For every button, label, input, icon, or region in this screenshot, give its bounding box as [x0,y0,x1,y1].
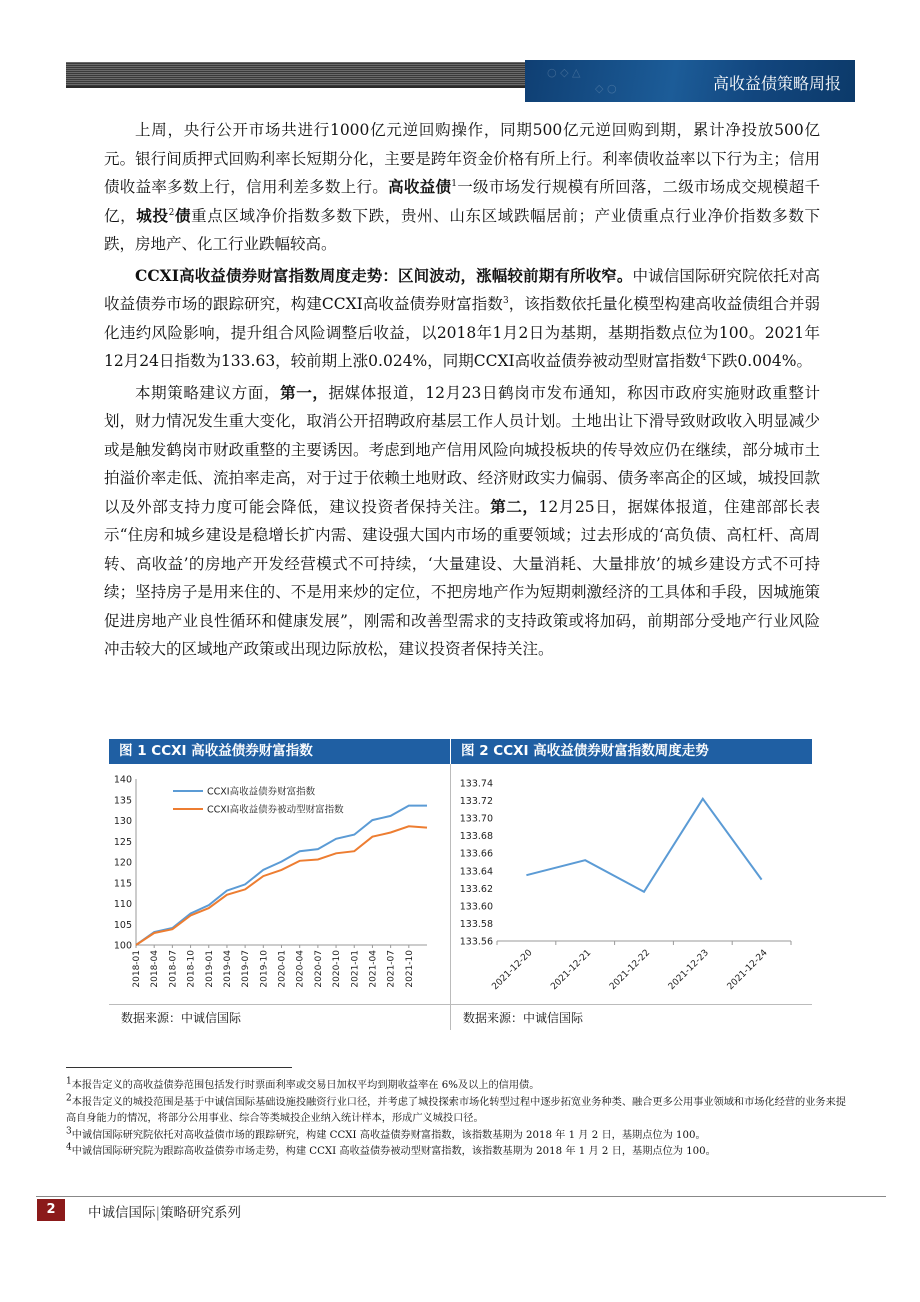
footnote [66,1078,856,1095]
paragraph-strategy [104,379,820,664]
footer-rule [36,1196,886,1197]
x-tick-label: 2019-10 [259,950,270,988]
y-tick-label: 135 [113,795,132,807]
x-tick-label: 2021-10 [404,950,415,988]
x-tick-label: 2021-01 [350,950,361,988]
y-tick-label: 125 [113,836,132,848]
x-tick-label: 2021-12-22 [608,948,653,993]
y-tick-label: 133.70 [459,813,493,825]
x-tick-label: 2018-01 [132,950,142,988]
footnote-mark: 2 [66,1093,72,1104]
legend-label: CCXI高收益债券被动型财富指数 [207,804,344,816]
x-tick-label: 2018-10 [186,950,197,988]
footer-label [88,1201,241,1221]
text-run: 重点区域净价指数多数下跌，贵州、山东区域跌幅居前；产业债重点行业净价指数多数下跌，房地产、化工行业跌幅较高。 [104,206,820,253]
x-tick-label: 2021-12-23 [666,948,711,993]
footnote-ref: 4 [700,352,707,363]
y-tick-label: 133.58 [459,918,493,930]
y-tick-label: 133.72 [459,796,493,808]
x-tick-label: 2020-07 [313,950,324,988]
header-stripe-bar [66,62,526,86]
footnote-text: 中诚信国际研究院为跟踪高收益债券市场走势，构建 CCXI 高收益债券被动型财富指数，该指数基期为 2018 年 1 月 2 日，基期点位为 100。 [71,1146,716,1157]
bold-text: 第二， [490,496,539,516]
footnote-rule [66,1067,292,1068]
paragraph-market [104,116,820,259]
text-run: 12月25日，据媒体报道，住建部部长表示“住房和城乡建设是稳增长扩内需、建设强大国内市场的重要领域；过去形成的‘高负债、高杠杆、高周转、高收益’的房地产开发经营模式不可持续，‘大量建设、大量消耗、大量排放’的城乡建设方式不可持续；坚持房子是用来住的、不是用来炒的定位，不把房地产作为短期刺激经济的工具体和手段，因城施策促进房地产业良性循环和健康发展”，刚需和改善型需求的支持政策或将加码，前期部分受地产行业风险冲击较大的区域地产政策或出现边际放松，建议投资者保持关注。 [104,497,820,658]
banner-deco: ○ ◇ △ [547,66,581,79]
paragraph-index [104,262,820,376]
footnote-mark: 1 [66,1076,72,1087]
y-tick-label: 133.66 [459,848,493,860]
footer-series: 策略研究系列 [160,1205,242,1221]
text-run: 据媒体报道，12月23日鹤岗市发布通知，称因市政府实施财政重整计划，财力情况发生重大变化，取消公开招聘政府基层工作人员计划。土地出让下滑导致财政收入明显减少或是触发鹤岗市财政重整的主要诱因。考虑到地产信用风险向城投板块的传导效应仍在继续，部分城市土拍溢价率走低、流拍率走高，对于过于依赖土地财政、经济财政实力偏弱、债务率高企的区域，城投回款以及外部支持力度可能会降低，建议投资者保持关注。 [104,383,820,516]
x-tick-label: 2019-01 [204,950,215,988]
x-tick-label: 2021-12-24 [725,948,770,993]
x-tick-label: 2020-01 [277,950,288,988]
y-tick-label: 115 [113,878,132,890]
y-tick-label: 140 [113,774,132,786]
y-tick-label: 120 [113,857,132,869]
y-tick-label: 100 [113,940,132,952]
footnote-ref: 2 [168,207,175,218]
y-tick-label: 110 [113,899,132,910]
text-run: 中诚信国际研究院依托对高收益债券市场的跟踪研究，构建CCXI高收益债券财富指数 [104,266,820,313]
x-tick-label: 2021-12-21 [549,948,594,993]
footnote [66,1144,856,1161]
text-run: 本期策略建议方面， [135,383,281,402]
footnote-text: 本报告定义的城投范围是基于中诚信国际基础设施投融资行业口径，并考虑了城投探索市场化转型过程中逐步拓宽业务种类、融合更多公用事业领域和市场化经营的业务来提高自身能力的情况，将部分公用事业、综合等类城投企业纳入统计样本，形成广义城投口径。 [66,1096,846,1124]
header-rule [66,86,526,88]
text-run: 下跌0.004%。 [706,352,813,370]
series-line [526,799,761,892]
y-tick-label: 133.60 [459,901,493,913]
text-run: ，该指数依托量化模型构建高收益债组合并弱化违约风险影响，提升组合风险调整后收益，以2018年1月2日为基期，基期指数点位为100。2021年12月24日指数为133.63，较前期上涨0.024%，同期CCXI高收益债券被动型财富指数 [104,295,820,370]
chart-wealth-index [109,766,450,1004]
body-text [104,116,820,664]
footnote-ref: 1 [451,178,457,189]
divider [451,1004,812,1005]
figure-1 [109,739,450,1030]
chart-weekly-trend [451,766,812,1004]
figure-title: 图 1 CCXI 高收益债券财富指数 [109,739,450,764]
footnote-text: 中诚信国际研究院依托对高收益债市场的跟踪研究，构建 CCXI 高收益债券财富指数，该指数基期为 2018 年 1 月 2 日，基期点位为 100。 [71,1129,706,1141]
y-tick-label: 133.56 [459,936,493,948]
footnote-mark: 4 [66,1142,72,1153]
footnote [66,1095,856,1128]
x-tick-label: 2020-10 [332,950,343,988]
footer-org: 中诚信国际 [88,1205,156,1221]
figure-source: 数据来源：中诚信国际 [463,1011,584,1025]
figure-2 [451,739,812,1030]
bold-text: 城投 [136,205,169,225]
legend-label: CCXI高收益债券财富指数 [207,786,316,798]
footnotes [66,1078,856,1161]
x-tick-label: 2019-07 [241,950,252,988]
banner-deco: ◇ ○ [595,82,617,95]
x-tick-label: 2018-07 [168,950,179,988]
y-tick-label: 105 [113,919,132,931]
x-tick-label: 2021-04 [368,950,379,988]
x-tick-label: 2020-04 [295,950,306,988]
text-run: 一级市场发行规模有所回落，二级市场成交规模超千亿， [104,178,820,225]
bold-text: 第一， [280,382,329,402]
footer-separator: | [155,1205,161,1221]
y-tick-label: 130 [113,816,132,827]
footnote-ref: 3 [502,295,509,306]
x-tick-label: 2018-04 [150,950,161,988]
page-number: 2 [37,1199,65,1221]
report-title: 高收益债策略周报 [712,74,841,93]
bold-text: 高收益债 [388,177,452,196]
text-run: 上周，央行公开市场共进行1000亿元逆回购操作，同期500亿元逆回购到期，累计净投放500亿元。银行间质押式回购利率长短期分化，主要是跨年资金价格有所上行。利率债收益率以下行为主；信用债收益率多数上行，信用利差多数上行。 [104,121,820,196]
figure-source: 数据来源：中诚信国际 [121,1011,242,1025]
bold-text: 债 [174,205,192,225]
header-banner [525,60,855,102]
x-tick-label: 2019-04 [222,950,233,988]
bold-text: CCXI高收益债券财富指数周度走势：区间波动，涨幅较前期有所收窄。 [135,265,633,285]
footnote-text: 本报告定义的高收益债券范围包括发行时票面利率或交易日加权平均到期收益率在 6%及以上的信用债。 [71,1080,540,1091]
x-tick-label: 2021-07 [386,950,397,988]
y-tick-label: 133.74 [459,778,493,790]
series-line-2 [136,826,427,945]
footnote [66,1128,856,1145]
x-tick-label: 2021-12-20 [490,948,535,993]
divider [109,1004,450,1005]
y-tick-label: 133.62 [459,883,493,895]
footnote-mark: 3 [66,1126,72,1137]
y-tick-label: 133.64 [459,866,493,878]
y-tick-label: 133.68 [459,831,493,843]
figure-title: 图 2 CCXI 高收益债券财富指数周度走势 [451,739,812,764]
